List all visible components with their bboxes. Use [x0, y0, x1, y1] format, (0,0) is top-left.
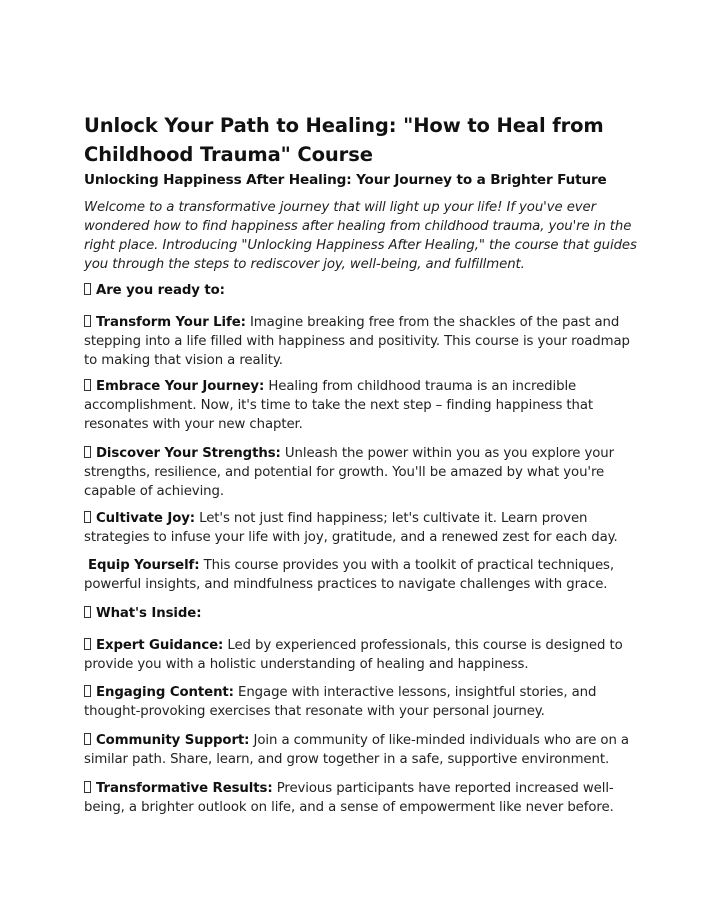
page-subtitle: Unlocking Happiness After Healing: Your Journey to a Brighter Future [84, 172, 607, 188]
list-item: Discover Your Strengths: Unleash the power within you as you explore your strengths, resilience, and potential for growth. You'll be amazed by what you're capable of achieving. [84, 446, 614, 499]
missing-emoji-icon [84, 638, 91, 650]
list-item: Transform Your Life: Imagine breaking free from the shackles of the past and stepping into a life filled with happiness and positivity. This course is your roadmap to making that vision a reality. [84, 315, 630, 368]
missing-emoji-icon [84, 606, 91, 618]
section-heading-inside: What's Inside: [84, 605, 644, 624]
missing-emoji-icon [84, 446, 91, 458]
page-title: Unlock Your Path to Healing: "How to Heal from Childhood Trauma" Course [84, 114, 604, 166]
section-heading-ready: Are you ready to: [84, 282, 644, 301]
list-item: Embrace Your Journey: Healing from childhood trauma is an incredible accomplishment. Now, it's time to take the next step – finding happiness that resonates with your new chapter. [84, 379, 594, 432]
list-item: Transformative Results: Previous participants have reported increased well-being, a brighter outlook on life, and a sense of empowerment like never before. [84, 781, 614, 815]
missing-emoji-icon [84, 781, 91, 793]
list-item: Cultivate Joy: Let's not just find happiness; let's cultivate it. Learn proven strategies to infuse your life with joy, gratitude, and a renewed zest for each day. [84, 511, 618, 545]
intro-paragraph: Welcome to a transformative journey that will light up your life! If you've ever wondered how to find happiness after healing from childhood trauma, you're in the right place. Introducing "Unlocking Happiness After Healing," the course that guides you through the steps to rediscover joy, well-being, and fulfillment. [84, 200, 637, 272]
missing-emoji-icon [84, 283, 91, 295]
list-item: Community Support: Join a community of like-minded individuals who are on a similar path. Share, learn, and grow together in a safe, supportive environment. [84, 733, 629, 767]
missing-emoji-icon [84, 379, 91, 391]
list-item: Equip Yourself: This course provides you with a toolkit of practical techniques, powerful insights, and mindfulness practices to navigate challenges with grace. [84, 558, 614, 592]
missing-emoji-icon [84, 685, 91, 697]
missing-emoji-icon [84, 733, 91, 745]
missing-emoji-icon [84, 511, 91, 523]
missing-emoji-icon [84, 315, 91, 327]
list-item: Engaging Content: Engage with interactive lessons, insightful stories, and thought-provoking exercises that resonate with your personal journey. [84, 685, 597, 719]
list-item: Expert Guidance: Led by experienced professionals, this course is designed to provide you with a holistic understanding of healing and happiness. [84, 638, 623, 672]
